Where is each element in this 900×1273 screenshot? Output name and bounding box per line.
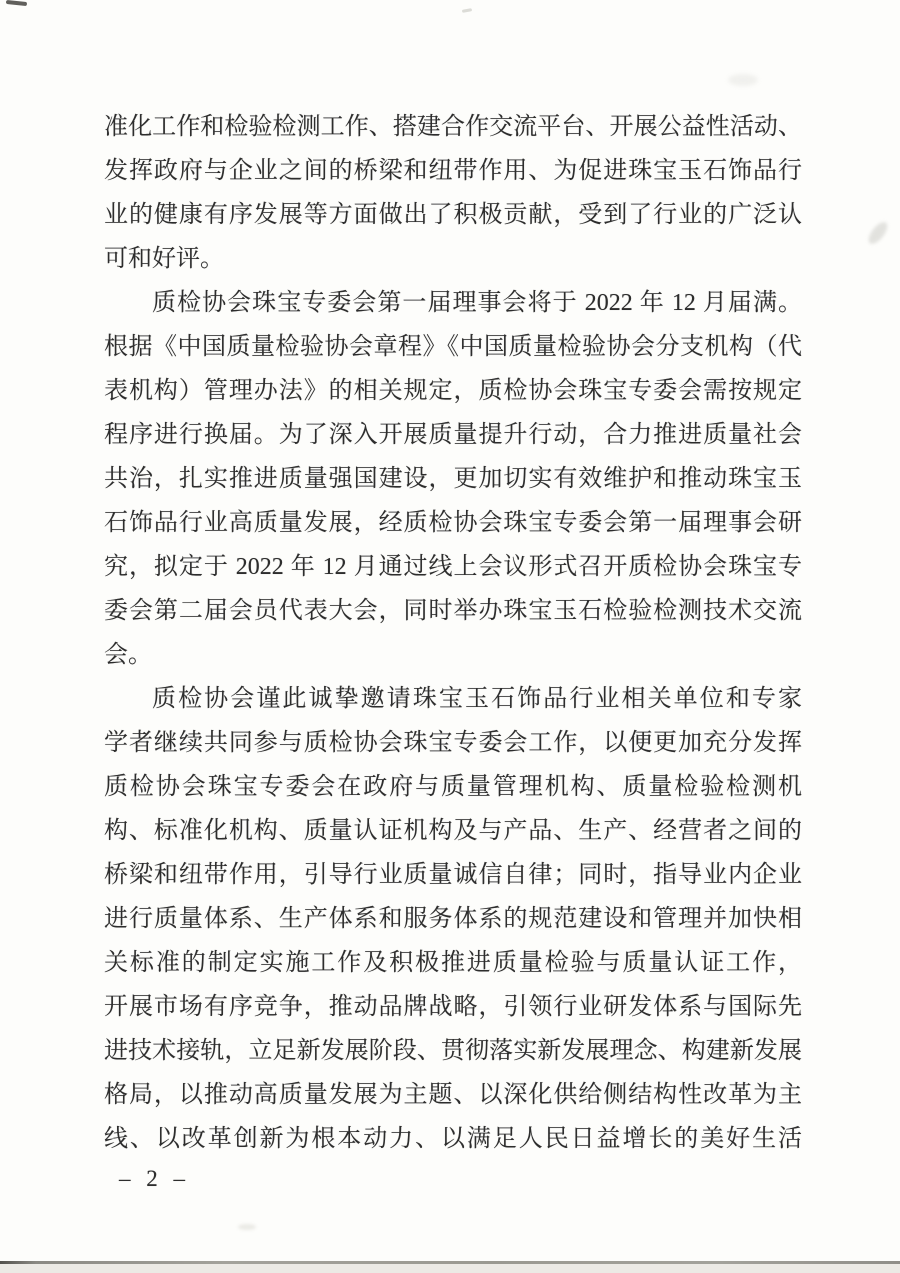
text-line: 究，拟定于 2022 年 12 月通过线上会议形式召开质检协会珠宝专 [104,554,802,580]
scan-smudge [238,1224,256,1230]
text-line: 表机构）管理办法》的相关规定，质检协会珠宝专委会需按规定 [104,378,802,404]
text-line: 共治，扎实推进质量强国建设，更加切实有效维护和推动珠宝玉 [104,466,802,492]
text-line: 格局，以推动高质量发展为主题、以深化供给侧结构性改革为主 [104,1082,802,1108]
text-line: 业的健康有序发展等方面做出了积极贡献，受到了行业的广泛认 [104,202,802,228]
document-body [104,105,802,1161]
text-line: 质检协会谨此诚挚邀请珠宝玉石饰品行业相关单位和专家 [152,686,802,712]
text-line: 委会第二届会员代表大会，同时举办珠宝玉石检验检测技术交流 [104,598,802,624]
page-number: – 2 – [119,1166,190,1191]
text-line: 进技术接轨，立足新发展阶段、贯彻落实新发展理念、构建新发展 [104,1038,802,1064]
text-line: 质检协会珠宝专委会第一届理事会将于 2022 年 12 月届满。 [152,290,802,316]
text-line: 发挥政府与企业之间的桥梁和纽带作用、为促进珠宝玉石饰品行 [104,158,802,184]
scan-speck [462,8,472,13]
text-line: 准化工作和检验检测工作、搭建合作交流平台、开展公益性活动、 [104,114,802,140]
text-line: 质检协会珠宝专委会在政府与质量管理机构、质量检验检测机 [104,774,802,800]
text-line: 根据《中国质量检验协会章程》《中国质量检验协会分支机构（代 [104,334,802,360]
text-line: 开展市场有序竞争，推动品牌战略，引领行业研发体系与国际先 [104,994,802,1020]
text-line: 桥梁和纽带作用，引导行业质量诚信自律；同时，指导业内企业 [104,862,802,888]
scan-background-strip [0,1264,900,1273]
scan-smudge [865,219,890,247]
text-line: 程序进行换届。为了深入开展质量提升行动，合力推进质量社会 [104,422,802,448]
scan-smudge [728,74,758,86]
text-line: 石饰品行业高质量发展，经质检协会珠宝专委会第一届理事会研 [104,510,802,536]
text-line: 学者继续共同参与质检协会珠宝专委会工作，以便更加充分发挥 [104,730,802,756]
scan-ink-mark [6,0,27,6]
text-line: 线、以改革创新为根本动力、以满足人民日益增长的美好生活 [104,1126,802,1152]
text-line: 关标准的制定实施工作及积极推进质量检验与质量认证工作， [104,950,802,976]
text-line: 会。 [104,642,152,668]
text-line: 可和好评。 [104,246,224,272]
text-line: 构、标准化机构、质量认证机构及与产品、生产、经营者之间的 [104,818,802,844]
text-line: 进行质量体系、生产体系和服务体系的规范建设和管理并加快相 [104,906,802,932]
